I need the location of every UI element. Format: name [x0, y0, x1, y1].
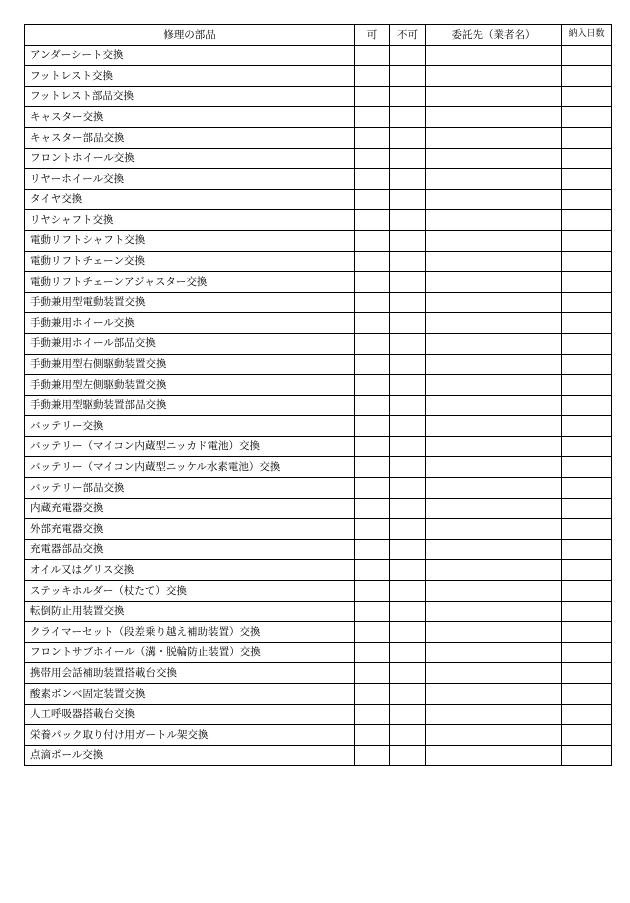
ok-cell[interactable] — [355, 375, 390, 396]
ok-cell[interactable] — [355, 642, 390, 663]
days-cell[interactable] — [562, 45, 612, 66]
days-cell[interactable] — [562, 395, 612, 416]
vendor-cell[interactable] — [426, 189, 562, 210]
ng-cell[interactable] — [390, 313, 426, 334]
ok-cell[interactable] — [355, 251, 390, 272]
ok-cell[interactable] — [355, 66, 390, 87]
header-part: 修理の部品 — [25, 25, 355, 46]
vendor-cell[interactable] — [426, 127, 562, 148]
ok-cell[interactable] — [355, 601, 390, 622]
ok-cell[interactable] — [355, 189, 390, 210]
days-cell[interactable] — [562, 601, 612, 622]
vendor-cell[interactable] — [426, 745, 562, 766]
ng-cell[interactable] — [390, 210, 426, 231]
vendor-cell[interactable] — [426, 436, 562, 457]
ok-cell[interactable] — [355, 127, 390, 148]
ng-cell[interactable] — [390, 169, 426, 190]
table-row — [25, 395, 612, 416]
ok-cell[interactable] — [355, 519, 390, 540]
part-name-cell: オイル又はグリス交換 — [25, 560, 355, 581]
days-cell[interactable] — [562, 581, 612, 602]
table-row — [25, 684, 612, 705]
table-row — [25, 375, 612, 396]
table-row — [25, 725, 612, 746]
table-row — [25, 539, 612, 560]
ok-cell[interactable] — [355, 333, 390, 354]
part-name-cell: フットレスト部品交換 — [25, 86, 355, 107]
vendor-cell[interactable] — [426, 272, 562, 293]
days-cell[interactable] — [562, 745, 612, 766]
part-name-cell: バッテリー交換 — [25, 416, 355, 437]
vendor-cell[interactable] — [426, 230, 562, 251]
vendor-cell[interactable] — [426, 519, 562, 540]
table-row — [25, 313, 612, 334]
part-name-cell: 充電器部品交換 — [25, 539, 355, 560]
table-row — [25, 107, 612, 128]
part-name-cell: フロントサブホイール（溝・脱輪防止装置）交換 — [25, 642, 355, 663]
ok-cell[interactable] — [355, 581, 390, 602]
part-name-cell: バッテリー（マイコン内蔵型ニッケル水素電池）交換 — [25, 457, 355, 478]
ng-cell[interactable] — [390, 498, 426, 519]
ok-cell[interactable] — [355, 169, 390, 190]
ok-cell[interactable] — [355, 292, 390, 313]
vendor-cell[interactable] — [426, 375, 562, 396]
ok-cell[interactable] — [355, 210, 390, 231]
vendor-cell[interactable] — [426, 560, 562, 581]
ng-cell[interactable] — [390, 127, 426, 148]
ok-cell[interactable] — [355, 45, 390, 66]
days-cell[interactable] — [562, 333, 612, 354]
vendor-cell[interactable] — [426, 313, 562, 334]
part-name-cell: 電動リフトチェーンアジャスター交換 — [25, 272, 355, 293]
part-name-cell: 内蔵充電器交換 — [25, 498, 355, 519]
vendor-cell[interactable] — [426, 354, 562, 375]
ng-cell[interactable] — [390, 745, 426, 766]
vendor-cell[interactable] — [426, 622, 562, 643]
vendor-cell[interactable] — [426, 478, 562, 499]
vendor-cell[interactable] — [426, 684, 562, 705]
ng-cell[interactable] — [390, 86, 426, 107]
part-name-cell: 電動リフトシャフト交換 — [25, 230, 355, 251]
ok-cell[interactable] — [355, 663, 390, 684]
vendor-cell[interactable] — [426, 86, 562, 107]
days-cell[interactable] — [562, 272, 612, 293]
days-cell[interactable] — [562, 539, 612, 560]
header-vendor: 委託先（業者名） — [426, 25, 562, 46]
ok-cell[interactable] — [355, 148, 390, 169]
ok-cell[interactable] — [355, 478, 390, 499]
ok-cell[interactable] — [355, 313, 390, 334]
part-name-cell: 手動兼用型駆動装置部品交換 — [25, 395, 355, 416]
table-row — [25, 66, 612, 87]
ok-cell[interactable] — [355, 230, 390, 251]
table-row — [25, 127, 612, 148]
table-row — [25, 745, 612, 766]
days-cell[interactable] — [562, 251, 612, 272]
table-row — [25, 230, 612, 251]
days-cell[interactable] — [562, 210, 612, 231]
ng-cell[interactable] — [390, 292, 426, 313]
part-name-cell: 手動兼用型左側駆動装置交換 — [25, 375, 355, 396]
days-cell[interactable] — [562, 478, 612, 499]
table-row — [25, 478, 612, 499]
days-cell[interactable] — [562, 436, 612, 457]
table-row — [25, 704, 612, 725]
vendor-cell[interactable] — [426, 416, 562, 437]
table-row — [25, 416, 612, 437]
vendor-cell[interactable] — [426, 457, 562, 478]
days-cell[interactable] — [562, 148, 612, 169]
vendor-cell[interactable] — [426, 581, 562, 602]
days-cell[interactable] — [562, 704, 612, 725]
part-name-cell: クライマーセット（段差乗り越え補助装置）交換 — [25, 622, 355, 643]
ok-cell[interactable] — [355, 745, 390, 766]
ng-cell[interactable] — [390, 45, 426, 66]
table-row — [25, 354, 612, 375]
ng-cell[interactable] — [390, 333, 426, 354]
ng-cell[interactable] — [390, 107, 426, 128]
days-cell[interactable] — [562, 189, 612, 210]
part-name-cell: 手動兼用ホイール交換 — [25, 313, 355, 334]
part-name-cell: 酸素ボンベ固定装置交換 — [25, 684, 355, 705]
table-row — [25, 45, 612, 66]
part-name-cell: 電動リフトチェーン交換 — [25, 251, 355, 272]
part-name-cell: 栄養パック取り付け用ガートル架交換 — [25, 725, 355, 746]
ok-cell[interactable] — [355, 86, 390, 107]
vendor-cell[interactable] — [426, 148, 562, 169]
part-name-cell: アンダーシート交換 — [25, 45, 355, 66]
days-cell[interactable] — [562, 642, 612, 663]
days-cell[interactable] — [562, 354, 612, 375]
days-cell[interactable] — [562, 622, 612, 643]
part-name-cell: バッテリー（マイコン内蔵型ニッカド電池）交換 — [25, 436, 355, 457]
table-body — [25, 45, 612, 766]
part-name-cell: フロントホイール交換 — [25, 148, 355, 169]
ng-cell[interactable] — [390, 622, 426, 643]
days-cell[interactable] — [562, 457, 612, 478]
ng-cell[interactable] — [390, 416, 426, 437]
ng-cell[interactable] — [390, 725, 426, 746]
days-cell[interactable] — [562, 560, 612, 581]
ng-cell[interactable] — [390, 230, 426, 251]
table-header-row — [25, 25, 612, 46]
table-row — [25, 148, 612, 169]
ok-cell[interactable] — [355, 560, 390, 581]
ok-cell[interactable] — [355, 539, 390, 560]
vendor-cell[interactable] — [426, 251, 562, 272]
part-name-cell: 外部充電器交換 — [25, 519, 355, 540]
days-cell[interactable] — [562, 663, 612, 684]
repair-parts-table — [24, 24, 612, 766]
ng-cell[interactable] — [390, 189, 426, 210]
header-ng: 不可 — [390, 25, 426, 46]
part-name-cell: 転倒防止用装置交換 — [25, 601, 355, 622]
vendor-cell[interactable] — [426, 169, 562, 190]
days-cell[interactable] — [562, 292, 612, 313]
table-row — [25, 581, 612, 602]
days-cell[interactable] — [562, 416, 612, 437]
ng-cell[interactable] — [390, 148, 426, 169]
part-name-cell: フットレスト交換 — [25, 66, 355, 87]
ok-cell[interactable] — [355, 436, 390, 457]
days-cell[interactable] — [562, 519, 612, 540]
days-cell[interactable] — [562, 230, 612, 251]
table-row — [25, 663, 612, 684]
part-name-cell: リヤシャフト交換 — [25, 210, 355, 231]
ok-cell[interactable] — [355, 272, 390, 293]
table-row — [25, 642, 612, 663]
ng-cell[interactable] — [390, 519, 426, 540]
vendor-cell[interactable] — [426, 498, 562, 519]
ng-cell[interactable] — [390, 354, 426, 375]
ok-cell[interactable] — [355, 416, 390, 437]
ng-cell[interactable] — [390, 436, 426, 457]
ng-cell[interactable] — [390, 581, 426, 602]
vendor-cell[interactable] — [426, 704, 562, 725]
table-row — [25, 498, 612, 519]
ng-cell[interactable] — [390, 663, 426, 684]
table-row — [25, 601, 612, 622]
table-row — [25, 210, 612, 231]
ng-cell[interactable] — [390, 642, 426, 663]
part-name-cell: 手動兼用ホイール部品交換 — [25, 333, 355, 354]
vendor-cell[interactable] — [426, 539, 562, 560]
days-cell[interactable] — [562, 127, 612, 148]
ng-cell[interactable] — [390, 66, 426, 87]
days-cell[interactable] — [562, 86, 612, 107]
ng-cell[interactable] — [390, 704, 426, 725]
ng-cell[interactable] — [390, 684, 426, 705]
ng-cell[interactable] — [390, 539, 426, 560]
part-name-cell: タイヤ交換 — [25, 189, 355, 210]
vendor-cell[interactable] — [426, 395, 562, 416]
vendor-cell[interactable] — [426, 601, 562, 622]
part-name-cell: キャスター部品交換 — [25, 127, 355, 148]
ok-cell[interactable] — [355, 457, 390, 478]
table-row — [25, 622, 612, 643]
vendor-cell[interactable] — [426, 107, 562, 128]
table-row — [25, 169, 612, 190]
table-row — [25, 86, 612, 107]
vendor-cell[interactable] — [426, 725, 562, 746]
table-row — [25, 457, 612, 478]
ok-cell[interactable] — [355, 684, 390, 705]
vendor-cell[interactable] — [426, 292, 562, 313]
part-name-cell: ステッキホルダー（杖たて）交換 — [25, 581, 355, 602]
part-name-cell: バッテリー部品交換 — [25, 478, 355, 499]
table-row — [25, 333, 612, 354]
ng-cell[interactable] — [390, 478, 426, 499]
days-cell[interactable] — [562, 375, 612, 396]
ok-cell[interactable] — [355, 498, 390, 519]
vendor-cell[interactable] — [426, 642, 562, 663]
days-cell[interactable] — [562, 66, 612, 87]
part-name-cell: 手動兼用型電動装置交換 — [25, 292, 355, 313]
part-name-cell: 手動兼用型右側駆動装置交換 — [25, 354, 355, 375]
table-row — [25, 189, 612, 210]
days-cell[interactable] — [562, 313, 612, 334]
vendor-cell[interactable] — [426, 333, 562, 354]
days-cell[interactable] — [562, 498, 612, 519]
days-cell[interactable] — [562, 684, 612, 705]
ok-cell[interactable] — [355, 354, 390, 375]
table-row — [25, 272, 612, 293]
vendor-cell[interactable] — [426, 663, 562, 684]
part-name-cell: 点滴ポール交換 — [25, 745, 355, 766]
table-row — [25, 519, 612, 540]
ng-cell[interactable] — [390, 560, 426, 581]
ng-cell[interactable] — [390, 375, 426, 396]
ng-cell[interactable] — [390, 251, 426, 272]
ng-cell[interactable] — [390, 457, 426, 478]
vendor-cell[interactable] — [426, 66, 562, 87]
ng-cell[interactable] — [390, 272, 426, 293]
ok-cell[interactable] — [355, 395, 390, 416]
ok-cell[interactable] — [355, 725, 390, 746]
part-name-cell: 携帯用会話補助装置搭載台交換 — [25, 663, 355, 684]
table-row — [25, 560, 612, 581]
table-row — [25, 251, 612, 272]
vendor-cell[interactable] — [426, 45, 562, 66]
days-cell[interactable] — [562, 107, 612, 128]
part-name-cell: キャスター交換 — [25, 107, 355, 128]
ok-cell[interactable] — [355, 622, 390, 643]
part-name-cell: リヤーホイール交換 — [25, 169, 355, 190]
header-ok: 可 — [355, 25, 390, 46]
table-row — [25, 292, 612, 313]
part-name-cell: 人工呼吸器搭載台交換 — [25, 704, 355, 725]
ok-cell[interactable] — [355, 107, 390, 128]
days-cell[interactable] — [562, 169, 612, 190]
ng-cell[interactable] — [390, 601, 426, 622]
ng-cell[interactable] — [390, 395, 426, 416]
vendor-cell[interactable] — [426, 210, 562, 231]
header-days: 納入日数 — [562, 25, 612, 46]
ok-cell[interactable] — [355, 704, 390, 725]
days-cell[interactable] — [562, 725, 612, 746]
table-row — [25, 436, 612, 457]
